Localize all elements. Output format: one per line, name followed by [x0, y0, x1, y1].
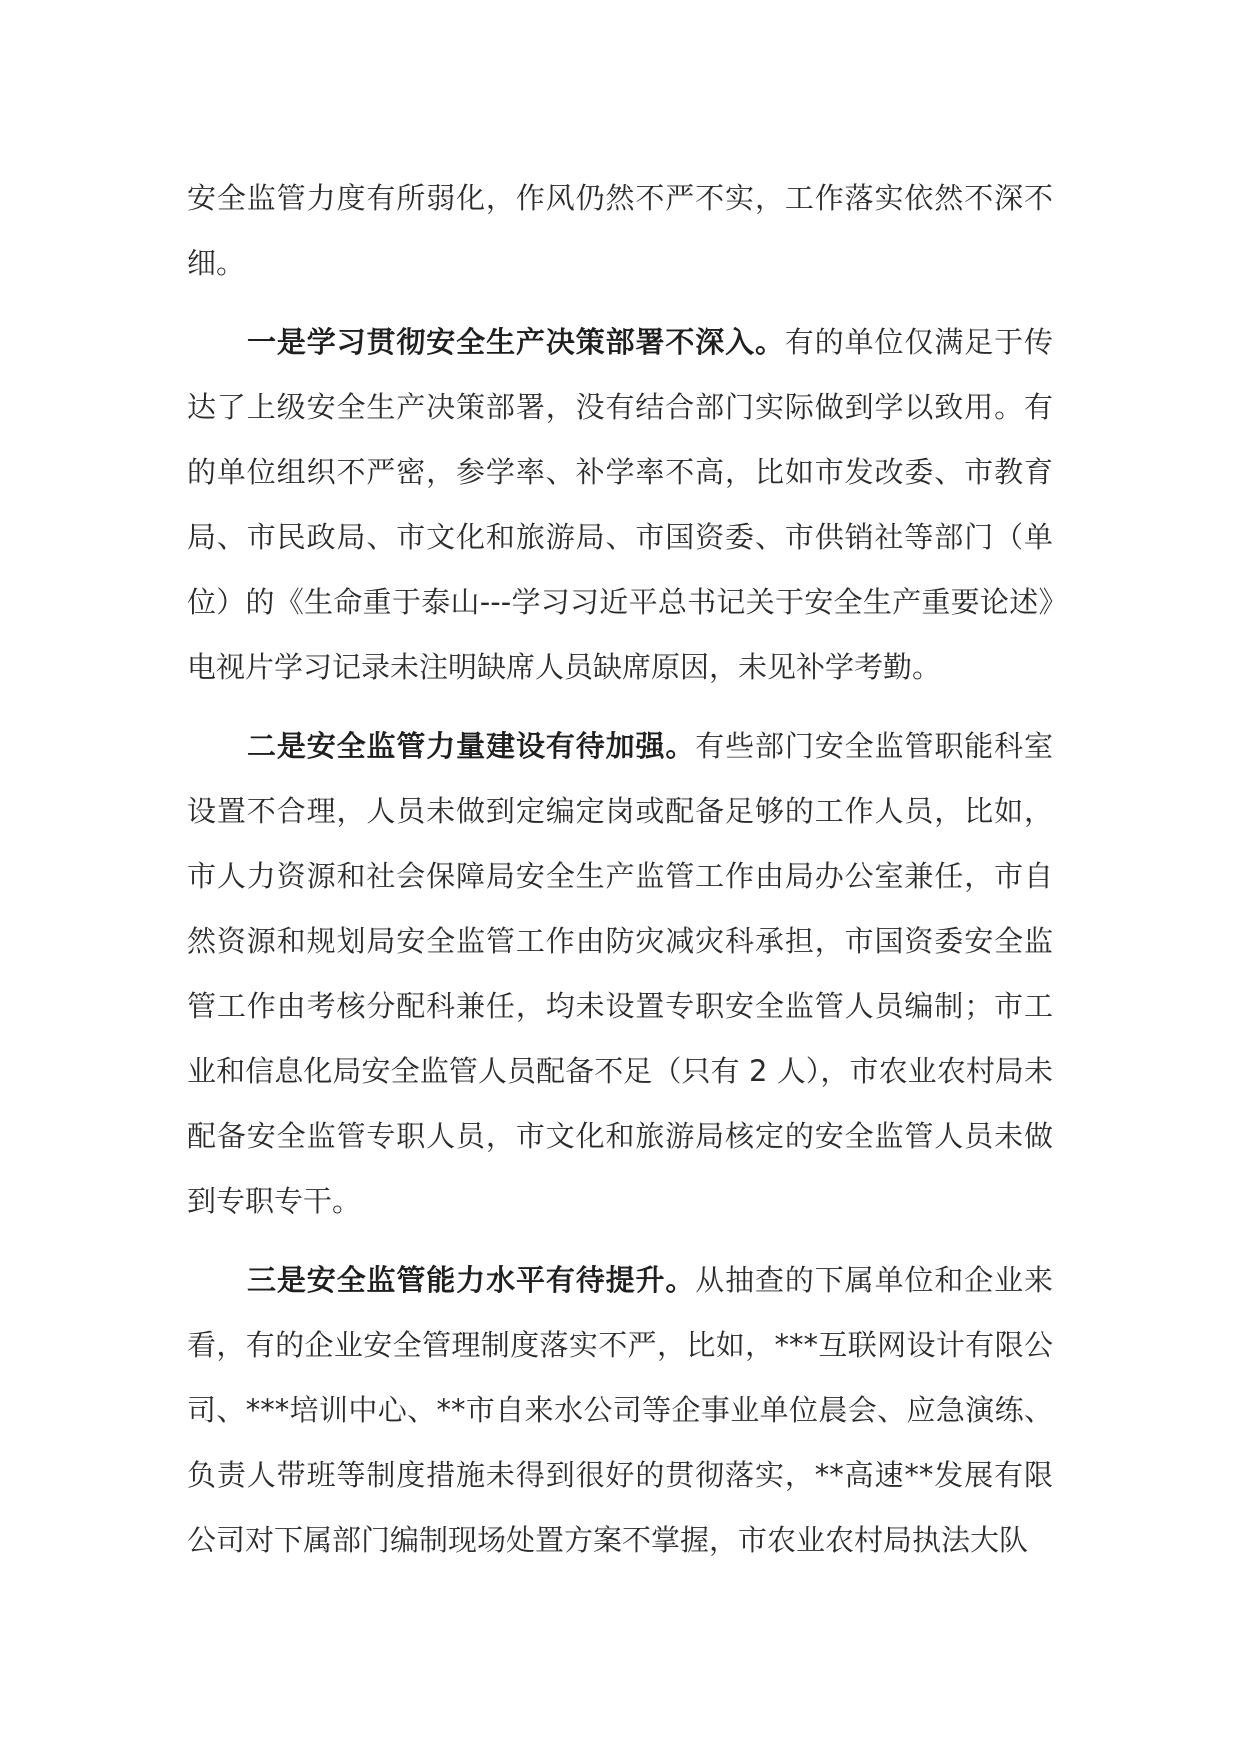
- paragraph-text: 有的单位仅满足于传达了上级安全生产决策部署，没有结合部门实际做到学以致用。有的单位组织不严密，参学率、补学率不高，比如市发改委、市教育局、市民政局、市文化和旅游局、市国资委、市供销社等部门（单位）的《生命重于泰山---学习习近平总书记关于安全生产重要论述》电视片学习记录未注明缺席人员缺席原因，未见补学考勤。: [187, 325, 1053, 684]
- paragraph-point-one: [187, 310, 1053, 700]
- paragraph-text: 有些部门安全监管职能科室设置不合理，人员未做到定编定岗或配备足够的工作人员，比如，市人力资源和社会保障局安全生产监管工作由局办公室兼任，市自然资源和规划局安全监管工作由防灾减灾科承担，市国资委安全监管工作由考核分配科兼任，均未设置专职安全监管人员编制；市工业和信息化局安全监管人员配备不足（只有 2 人），市农业农村局未配备安全监管专职人员，市文化和旅游局核定的安全监管人员未做到专职专干。: [187, 729, 1053, 1218]
- paragraph-point-three: [187, 1248, 1053, 1573]
- paragraph-heading: 三是安全监管能力水平有待提升。: [247, 1263, 696, 1297]
- paragraph-text: 从抽查的下属单位和企业来看，有的企业安全管理制度落实不严，比如，***互联网设计有限公司、***培训中心、**市自来水公司等企事业单位晨会、应急演练、负责人带班等制度措施未得到很好的贯彻落实，**高速**发展有限公司对下属部门编制现场处置方案不掌握，市农业农村局执法大队: [187, 1263, 1053, 1557]
- paragraph-heading: 一是学习贯彻安全生产决策部署不深入。: [247, 325, 785, 359]
- paragraph-intro: [187, 166, 1053, 296]
- paragraph-text: 安全监管力度有所弱化，作风仍然不严不实，工作落实依然不深不细。: [187, 181, 1053, 280]
- paragraph-point-two: [187, 714, 1053, 1234]
- document-page: [187, 166, 1053, 1587]
- paragraph-heading: 二是安全监管力量建设有待加强。: [247, 729, 696, 763]
